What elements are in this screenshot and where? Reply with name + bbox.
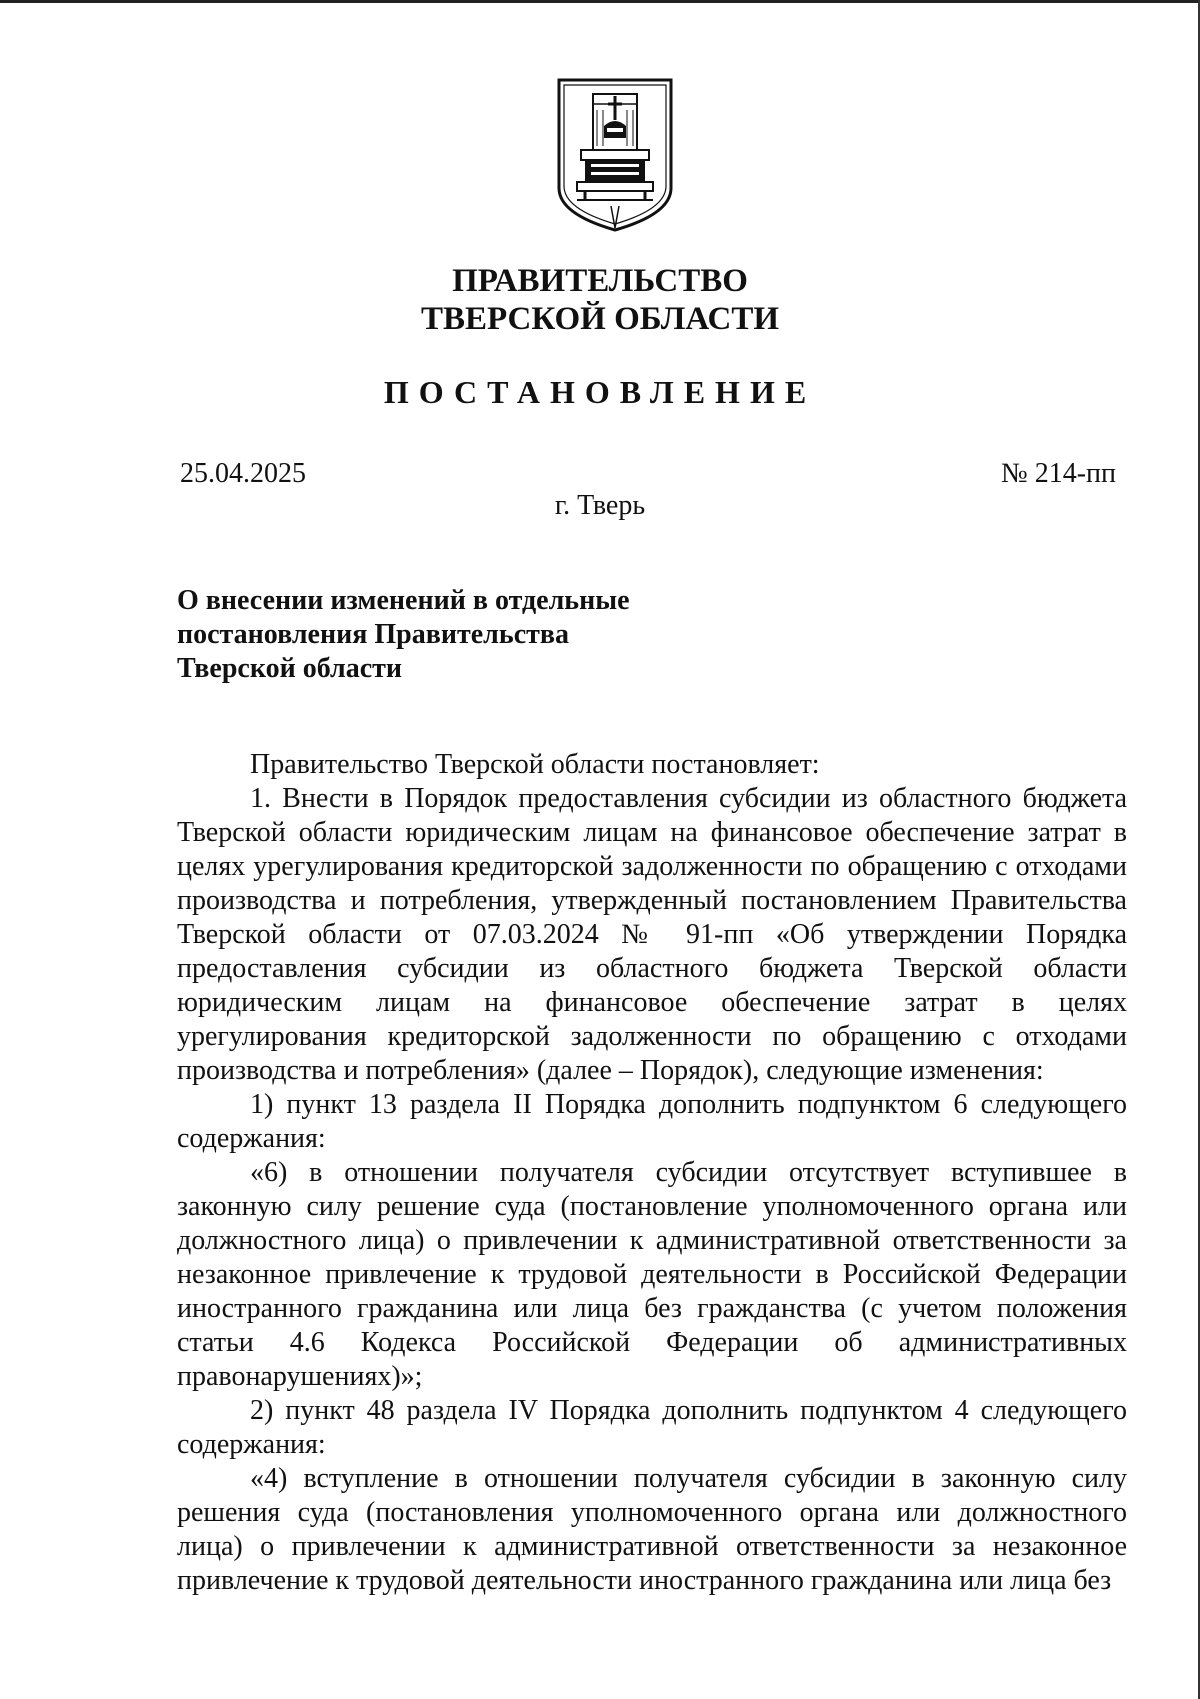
body-paragraph-1: 1. Внести в Порядок предоставления субсидии из областного бюджета Тверской области юридическим лицам на финансовое обеспечение затрат в целях урегулирования кредиторской задолженности по обращению с отходами производства и потребления, утвержденный постановлением Правительства Тверской области от 07.03.2024 № 91-пп «Об утверждении Порядка предоставления субсидии из областного бюджета Тверской области юридическим лицам на финансовое обеспечение затрат в целях урегулирования кредиторской задолженности по обращению с отходами производства и потребления» (далее – Порядок), следующие изменения:	[177, 783, 1127, 1086]
document-subject	[177, 584, 697, 686]
government-title-line-1: ПРАВИТЕЛЬСТВО	[452, 263, 748, 299]
body-preamble: Правительство Тверской области постановляет:	[250, 749, 820, 780]
body-paragraph-5: «4) вступление в отношении получателя субсидии в законную силу решения суда (постановления уполномоченного органа или должностного лица) о привлечении к административной ответственности за незаконное привлечение к трудовой деятельности иностранного гражданина или лица без	[177, 1463, 1127, 1596]
document-date: 25.04.2025	[180, 458, 306, 489]
government-title	[300, 262, 900, 338]
subject-line-2: постановления Правительства	[177, 619, 569, 650]
body-paragraph-2: 1) пункт 13 раздела II Порядка дополнить подпунктом 6 следующего содержания:	[177, 1089, 1127, 1154]
body-paragraph-3: «6) в отношении получателя субсидии отсутствует вступившее в законную силу решение суда (постановление уполномоченного органа или должностного лица) о привлечении к административной ответственности за незаконное привлечение к трудовой деятельности в Российской Федерации иностранного гражданина или лица без гражданства (с учетом положения статьи 4.6 Кодекса Российской Федерации об административных правонарушениях)»;	[177, 1157, 1127, 1392]
subject-line-3: Тверской области	[177, 653, 403, 684]
subject-line-1: О внесении изменений в отдельные	[177, 585, 630, 616]
scan-edge-top	[0, 0, 1200, 3]
document-number: № 214-пп	[1000, 458, 1116, 489]
document-type: ПОСТАНОВЛЕНИЕ	[383, 374, 817, 410]
document-body	[177, 748, 1127, 1598]
coat-of-arms-icon	[555, 76, 675, 232]
government-title-line-2: ТВЕРСКОЙ ОБЛАСТИ	[420, 301, 780, 337]
document-city: г. Тверь	[554, 490, 646, 521]
body-paragraph-4: 2) пункт 48 раздела IV Порядка дополнить подпунктом 4 следующего содержания:	[177, 1395, 1127, 1460]
